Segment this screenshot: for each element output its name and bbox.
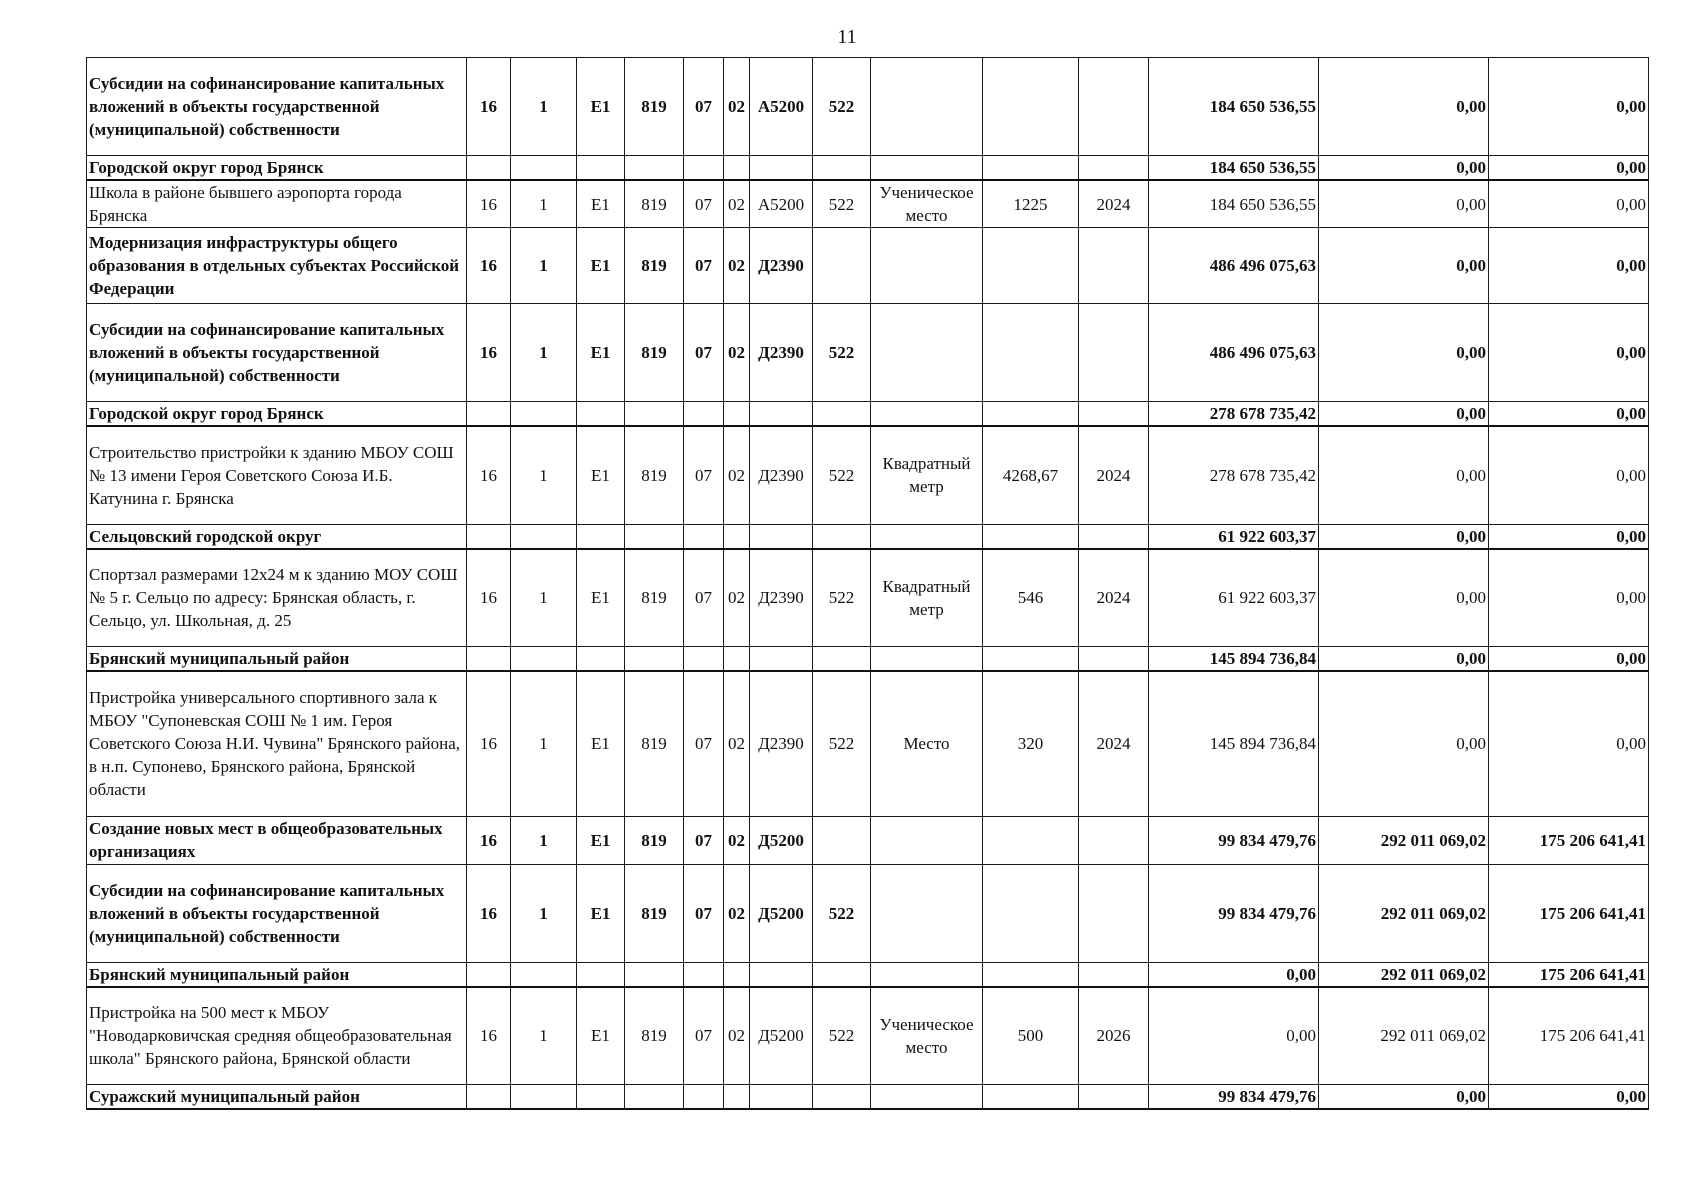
col-subsection <box>724 1085 750 1110</box>
col-target: Д5200 <box>750 816 813 864</box>
page-number: 11 <box>837 26 857 48</box>
col-year: 2026 <box>1079 987 1149 1085</box>
col-amount-1: 184 650 536,55 <box>1149 156 1319 181</box>
col-capacity: 500 <box>983 987 1079 1085</box>
col-amount-3: 0,00 <box>1489 671 1649 816</box>
col-capacity <box>983 58 1079 156</box>
col-section: 07 <box>684 180 724 228</box>
col-unit <box>871 816 983 864</box>
row-name: Спортзал размерами 12х24 м к зданию МОУ СОШ № 5 г. Сельцо по адресу: Брянская область, г. Сельцо, ул. Школьная, д. 25 <box>87 549 467 647</box>
col-type <box>813 524 871 549</box>
col-gr: 819 <box>625 816 684 864</box>
col-project: E1 <box>577 816 625 864</box>
col-amount-3: 175 206 641,41 <box>1489 962 1649 987</box>
col-subprogram: 1 <box>511 304 577 402</box>
col-unit <box>871 228 983 304</box>
col-program <box>467 962 511 987</box>
col-gr: 819 <box>625 987 684 1085</box>
col-type <box>813 402 871 427</box>
table-row <box>87 864 1649 962</box>
table-row <box>87 671 1649 816</box>
col-project: E1 <box>577 549 625 647</box>
col-gr: 819 <box>625 58 684 156</box>
col-program: 16 <box>467 671 511 816</box>
col-project <box>577 1085 625 1110</box>
col-target: Д5200 <box>750 987 813 1085</box>
col-type: 522 <box>813 671 871 816</box>
col-amount-1: 184 650 536,55 <box>1149 180 1319 228</box>
col-subprogram: 1 <box>511 864 577 962</box>
col-program <box>467 156 511 181</box>
row-name: Субсидии на софинансирование капитальных вложений в объекты государственной (муниципальной) собственности <box>87 58 467 156</box>
col-amount-2: 0,00 <box>1319 228 1489 304</box>
col-subprogram: 1 <box>511 426 577 524</box>
col-program: 16 <box>467 58 511 156</box>
col-gr: 819 <box>625 304 684 402</box>
col-program <box>467 1085 511 1110</box>
col-project: E1 <box>577 864 625 962</box>
col-year <box>1079 304 1149 402</box>
col-program <box>467 402 511 427</box>
col-project: E1 <box>577 180 625 228</box>
col-unit: Квадратный метр <box>871 549 983 647</box>
table-row <box>87 647 1649 672</box>
col-subsection: 02 <box>724 304 750 402</box>
table-row <box>87 524 1649 549</box>
row-name: Субсидии на софинансирование капитальных вложений в объекты государственной (муниципальной) собственности <box>87 864 467 962</box>
col-target: Д2390 <box>750 304 813 402</box>
col-subsection: 02 <box>724 816 750 864</box>
col-amount-2: 0,00 <box>1319 156 1489 181</box>
col-year <box>1079 962 1149 987</box>
table-row <box>87 816 1649 864</box>
col-year <box>1079 402 1149 427</box>
col-amount-3: 0,00 <box>1489 549 1649 647</box>
col-year <box>1079 524 1149 549</box>
col-gr: 819 <box>625 180 684 228</box>
col-subprogram: 1 <box>511 671 577 816</box>
row-name: Суражский муниципальный район <box>87 1085 467 1110</box>
col-gr <box>625 524 684 549</box>
col-year <box>1079 228 1149 304</box>
col-gr: 819 <box>625 864 684 962</box>
col-type <box>813 1085 871 1110</box>
col-capacity: 546 <box>983 549 1079 647</box>
col-program: 16 <box>467 816 511 864</box>
col-amount-2: 0,00 <box>1319 1085 1489 1110</box>
col-project: E1 <box>577 671 625 816</box>
col-capacity <box>983 228 1079 304</box>
col-year <box>1079 156 1149 181</box>
col-amount-1: 0,00 <box>1149 987 1319 1085</box>
col-program: 16 <box>467 549 511 647</box>
col-subsection: 02 <box>724 864 750 962</box>
table-row <box>87 426 1649 524</box>
col-section: 07 <box>684 58 724 156</box>
col-unit <box>871 58 983 156</box>
col-section <box>684 156 724 181</box>
col-amount-3: 0,00 <box>1489 156 1649 181</box>
col-section: 07 <box>684 816 724 864</box>
col-year: 2024 <box>1079 180 1149 228</box>
col-subsection: 02 <box>724 987 750 1085</box>
col-program: 16 <box>467 987 511 1085</box>
col-year <box>1079 816 1149 864</box>
col-unit <box>871 1085 983 1110</box>
table-row <box>87 987 1649 1085</box>
table-row <box>87 58 1649 156</box>
col-section <box>684 1085 724 1110</box>
col-section <box>684 524 724 549</box>
row-name: Брянский муниципальный район <box>87 962 467 987</box>
col-subsection: 02 <box>724 549 750 647</box>
col-amount-1: 145 894 736,84 <box>1149 647 1319 672</box>
col-year <box>1079 1085 1149 1110</box>
col-capacity <box>983 304 1079 402</box>
col-amount-3: 0,00 <box>1489 180 1649 228</box>
col-project: E1 <box>577 426 625 524</box>
col-type: 522 <box>813 180 871 228</box>
col-type: 522 <box>813 987 871 1085</box>
col-amount-3: 0,00 <box>1489 647 1649 672</box>
col-unit <box>871 647 983 672</box>
col-unit: Квадратный метр <box>871 426 983 524</box>
col-amount-3: 0,00 <box>1489 228 1649 304</box>
col-amount-2: 292 011 069,02 <box>1319 987 1489 1085</box>
col-subsection: 02 <box>724 671 750 816</box>
col-subsection: 02 <box>724 228 750 304</box>
col-gr <box>625 1085 684 1110</box>
col-project: E1 <box>577 987 625 1085</box>
col-project: E1 <box>577 58 625 156</box>
col-type: 522 <box>813 304 871 402</box>
col-year <box>1079 58 1149 156</box>
col-target: Д2390 <box>750 426 813 524</box>
col-year <box>1079 647 1149 672</box>
col-amount-1: 486 496 075,63 <box>1149 228 1319 304</box>
row-name: Пристройка на 500 мест к МБОУ "Новодарковичская средняя общеобразовательная школа" Брянского района, Брянской области <box>87 987 467 1085</box>
col-type <box>813 228 871 304</box>
col-gr: 819 <box>625 426 684 524</box>
col-amount-1: 61 922 603,37 <box>1149 549 1319 647</box>
col-amount-3: 0,00 <box>1489 58 1649 156</box>
row-name: Городской округ город Брянск <box>87 156 467 181</box>
col-section: 07 <box>684 987 724 1085</box>
col-unit: Ученическое место <box>871 987 983 1085</box>
col-amount-2: 292 011 069,02 <box>1319 962 1489 987</box>
col-amount-1: 99 834 479,76 <box>1149 1085 1319 1110</box>
col-unit <box>871 864 983 962</box>
col-amount-1: 99 834 479,76 <box>1149 864 1319 962</box>
col-project <box>577 962 625 987</box>
col-target <box>750 524 813 549</box>
col-capacity <box>983 156 1079 181</box>
col-gr <box>625 647 684 672</box>
col-amount-2: 0,00 <box>1319 58 1489 156</box>
col-target: Д2390 <box>750 228 813 304</box>
table-row <box>87 156 1649 181</box>
col-capacity <box>983 402 1079 427</box>
col-subprogram: 1 <box>511 549 577 647</box>
col-amount-2: 0,00 <box>1319 304 1489 402</box>
col-section: 07 <box>684 304 724 402</box>
col-amount-3: 0,00 <box>1489 524 1649 549</box>
col-program: 16 <box>467 228 511 304</box>
col-amount-2: 0,00 <box>1319 549 1489 647</box>
col-type: 522 <box>813 864 871 962</box>
col-subsection: 02 <box>724 426 750 524</box>
col-capacity <box>983 864 1079 962</box>
col-gr <box>625 962 684 987</box>
col-amount-1: 278 678 735,42 <box>1149 426 1319 524</box>
col-year: 2024 <box>1079 549 1149 647</box>
row-name: Модернизация инфраструктуры общего образования в отдельных субъектах Российской Федерации <box>87 228 467 304</box>
col-project <box>577 156 625 181</box>
col-amount-3: 0,00 <box>1489 426 1649 524</box>
col-type <box>813 156 871 181</box>
col-amount-3: 175 206 641,41 <box>1489 987 1649 1085</box>
col-subprogram: 1 <box>511 180 577 228</box>
col-gr: 819 <box>625 228 684 304</box>
col-amount-3: 175 206 641,41 <box>1489 816 1649 864</box>
col-unit: Место <box>871 671 983 816</box>
col-subprogram <box>511 962 577 987</box>
col-amount-3: 0,00 <box>1489 1085 1649 1110</box>
col-subprogram <box>511 1085 577 1110</box>
col-year: 2024 <box>1079 671 1149 816</box>
row-name: Создание новых мест в общеобразовательных организациях <box>87 816 467 864</box>
col-amount-2: 292 011 069,02 <box>1319 864 1489 962</box>
col-amount-2: 0,00 <box>1319 402 1489 427</box>
col-project <box>577 402 625 427</box>
col-subsection <box>724 962 750 987</box>
row-name: Пристройка универсального спортивного зала к МБОУ "Супоневская СОШ № 1 им. Героя Советского Союза Н.И. Чувина" Брянского района, в н.п. Супонево, Брянского района, Брянской области <box>87 671 467 816</box>
col-section: 07 <box>684 864 724 962</box>
col-subprogram: 1 <box>511 987 577 1085</box>
col-target <box>750 156 813 181</box>
col-capacity <box>983 647 1079 672</box>
col-amount-3: 0,00 <box>1489 402 1649 427</box>
col-amount-2: 0,00 <box>1319 647 1489 672</box>
col-program <box>467 647 511 672</box>
col-amount-2: 292 011 069,02 <box>1319 816 1489 864</box>
col-unit: Ученическое место <box>871 180 983 228</box>
col-amount-1: 278 678 735,42 <box>1149 402 1319 427</box>
col-project: E1 <box>577 304 625 402</box>
col-amount-1: 486 496 075,63 <box>1149 304 1319 402</box>
col-subprogram <box>511 402 577 427</box>
col-amount-1: 99 834 479,76 <box>1149 816 1319 864</box>
col-target <box>750 1085 813 1110</box>
col-target <box>750 647 813 672</box>
col-subsection: 02 <box>724 58 750 156</box>
table-row <box>87 962 1649 987</box>
col-section <box>684 647 724 672</box>
table-row <box>87 180 1649 228</box>
row-name: Субсидии на софинансирование капитальных вложений в объекты государственной (муниципальной) собственности <box>87 304 467 402</box>
col-year: 2024 <box>1079 426 1149 524</box>
col-type <box>813 647 871 672</box>
table-row <box>87 1085 1649 1110</box>
col-capacity: 4268,67 <box>983 426 1079 524</box>
col-subsection <box>724 402 750 427</box>
col-subsection <box>724 156 750 181</box>
col-type: 522 <box>813 58 871 156</box>
col-section <box>684 962 724 987</box>
col-program: 16 <box>467 864 511 962</box>
col-amount-2: 0,00 <box>1319 671 1489 816</box>
col-type: 522 <box>813 426 871 524</box>
col-amount-1: 61 922 603,37 <box>1149 524 1319 549</box>
col-gr: 819 <box>625 671 684 816</box>
col-target: А5200 <box>750 180 813 228</box>
col-type <box>813 816 871 864</box>
col-subprogram: 1 <box>511 816 577 864</box>
col-type <box>813 962 871 987</box>
table-row <box>87 228 1649 304</box>
col-capacity <box>983 816 1079 864</box>
col-gr: 819 <box>625 549 684 647</box>
row-name: Сельцовский городской округ <box>87 524 467 549</box>
col-project <box>577 647 625 672</box>
col-subsection <box>724 524 750 549</box>
col-target: Д2390 <box>750 671 813 816</box>
col-subsection: 02 <box>724 180 750 228</box>
col-subprogram <box>511 156 577 181</box>
col-section <box>684 402 724 427</box>
col-amount-1: 145 894 736,84 <box>1149 671 1319 816</box>
col-unit <box>871 156 983 181</box>
col-target <box>750 962 813 987</box>
col-project: E1 <box>577 228 625 304</box>
row-name: Брянский муниципальный район <box>87 647 467 672</box>
col-amount-2: 0,00 <box>1319 426 1489 524</box>
col-program: 16 <box>467 426 511 524</box>
col-target <box>750 402 813 427</box>
col-amount-1: 184 650 536,55 <box>1149 58 1319 156</box>
col-amount-2: 0,00 <box>1319 524 1489 549</box>
col-subprogram: 1 <box>511 58 577 156</box>
col-section: 07 <box>684 426 724 524</box>
col-amount-2: 0,00 <box>1319 180 1489 228</box>
col-subprogram <box>511 647 577 672</box>
table-row <box>87 402 1649 427</box>
row-name: Школа в районе бывшего аэропорта города Брянска <box>87 180 467 228</box>
col-unit <box>871 402 983 427</box>
col-year <box>1079 864 1149 962</box>
table-row <box>87 304 1649 402</box>
col-capacity: 1225 <box>983 180 1079 228</box>
col-section: 07 <box>684 549 724 647</box>
row-name: Городской округ город Брянск <box>87 402 467 427</box>
col-amount-1: 0,00 <box>1149 962 1319 987</box>
col-capacity <box>983 962 1079 987</box>
col-type: 522 <box>813 549 871 647</box>
col-program: 16 <box>467 304 511 402</box>
col-amount-3: 0,00 <box>1489 304 1649 402</box>
col-capacity <box>983 524 1079 549</box>
col-capacity: 320 <box>983 671 1079 816</box>
budget-table <box>86 57 1649 1110</box>
col-gr <box>625 402 684 427</box>
col-section: 07 <box>684 228 724 304</box>
col-program: 16 <box>467 180 511 228</box>
col-capacity <box>983 1085 1079 1110</box>
row-name: Строительство пристройки к зданию МБОУ СОШ № 13 имени Героя Советского Союза И.Б. Катунина г. Брянска <box>87 426 467 524</box>
col-gr <box>625 156 684 181</box>
table-row <box>87 549 1649 647</box>
col-unit <box>871 304 983 402</box>
col-target: Д5200 <box>750 864 813 962</box>
col-subprogram <box>511 524 577 549</box>
col-section: 07 <box>684 671 724 816</box>
col-unit <box>871 962 983 987</box>
col-target: Д2390 <box>750 549 813 647</box>
col-subsection <box>724 647 750 672</box>
col-amount-3: 175 206 641,41 <box>1489 864 1649 962</box>
col-unit <box>871 524 983 549</box>
col-program <box>467 524 511 549</box>
col-project <box>577 524 625 549</box>
col-subprogram: 1 <box>511 228 577 304</box>
col-target: А5200 <box>750 58 813 156</box>
